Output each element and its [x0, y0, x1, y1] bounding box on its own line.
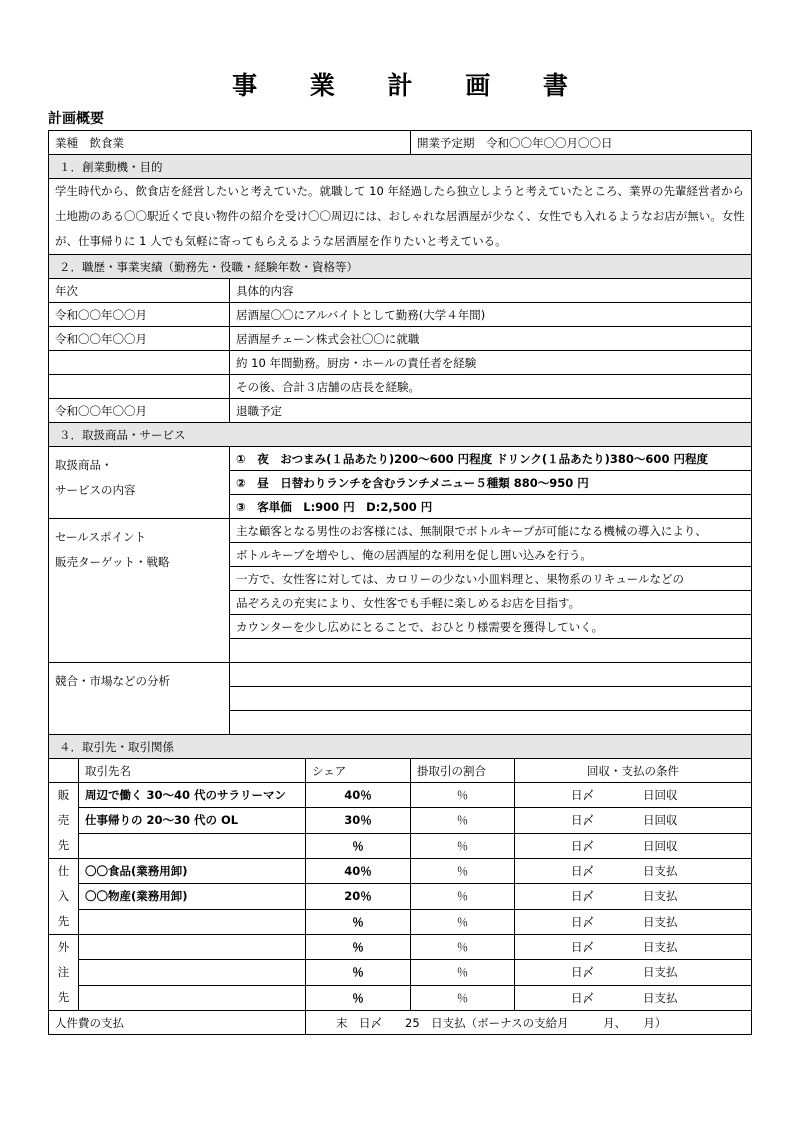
partner-credit-ratio[interactable]: ％ — [411, 808, 515, 833]
partner-name[interactable] — [79, 960, 306, 985]
product-item[interactable]: ① 夜 おつまみ(１品あたり)200～600 円程度 ドリンク(１品あたり)380～600 円程度 — [230, 447, 752, 471]
partner-terms[interactable] — [515, 960, 752, 985]
career-year[interactable]: 令和〇〇年〇〇月 — [49, 399, 230, 423]
section2-heading: ２．職歴・事業実績（勤務先・役職・経験年数・資格等） — [49, 255, 752, 279]
partner-share[interactable]: ％ — [306, 833, 411, 858]
career-content[interactable]: 居酒屋〇〇にアルバイトとして勤務(大学４年間) — [230, 303, 752, 327]
sales-point-line[interactable]: 一方で、女性客に対しては、カロリーの少ない小皿料理と、果物系のリキュールなどの — [230, 567, 752, 591]
sales-label-line2: 販売ターゲット・戦略 — [55, 555, 170, 569]
col-credit-header: 掛取引の割合 — [411, 759, 515, 783]
partner-credit-ratio[interactable]: ％ — [411, 884, 515, 909]
partner-share[interactable]: 30％ — [306, 808, 411, 833]
sales-point-line[interactable] — [230, 639, 752, 663]
partner-terms[interactable] — [515, 833, 752, 858]
section3-heading: ３．取扱商品・サービス — [49, 423, 752, 447]
payment-day-field[interactable]: 日回収 — [643, 813, 678, 828]
supplier-group-label — [49, 859, 79, 935]
partner-name[interactable]: 〇〇食品(業務用卸) — [79, 859, 306, 884]
industry-field[interactable]: 業種 飲食業 — [49, 131, 411, 155]
col-name-header: 取引先名 — [79, 759, 306, 783]
partner-share[interactable]: ％ — [306, 985, 411, 1010]
col-content-header: 具体的内容 — [230, 279, 752, 303]
partner-name[interactable]: 〇〇物産(業務用卸) — [79, 884, 306, 909]
partner-share[interactable]: ％ — [306, 909, 411, 934]
partner-name[interactable]: 周辺で働く 30～40 代のサラリーマン — [79, 783, 306, 808]
col-terms-header: 回収・支払の条件 — [515, 759, 752, 783]
sales-point-line[interactable]: 品ぞろえの充実により、女性客でも手軽に楽しめるお店を目指す。 — [230, 591, 752, 615]
competition-label: 競合・市場などの分析 — [49, 663, 230, 735]
competition-line[interactable] — [230, 711, 752, 735]
payment-day-field[interactable]: 日支払 — [643, 990, 678, 1005]
payroll-terms[interactable]: 末 日〆 25 日支払（ボーナスの支給月 月、 月） — [306, 1011, 752, 1035]
closing-day-field[interactable]: 日〆 — [571, 889, 594, 904]
partner-terms[interactable] — [515, 783, 752, 808]
closing-day-field[interactable]: 日〆 — [571, 864, 594, 879]
career-year[interactable]: 令和〇〇年〇〇月 — [49, 327, 230, 351]
products-label-line2: サービスの内容 — [55, 483, 136, 497]
payment-day-field[interactable]: 日回収 — [643, 838, 678, 853]
competition-line[interactable] — [230, 687, 752, 711]
career-content[interactable]: 約 10 年間勤務。厨房・ホールの責任者を経験 — [230, 351, 752, 375]
partner-credit-ratio[interactable]: ％ — [411, 859, 515, 884]
partner-terms[interactable] — [515, 859, 752, 884]
payroll-label: 人件費の支払 — [49, 1011, 306, 1035]
closing-day-field[interactable]: 日〆 — [571, 813, 594, 828]
career-year[interactable] — [49, 375, 230, 399]
closing-day-field[interactable]: 日〆 — [571, 965, 594, 980]
closing-day-field[interactable]: 日〆 — [571, 838, 594, 853]
products-label — [49, 447, 230, 519]
partner-credit-ratio[interactable]: ％ — [411, 935, 515, 960]
partner-share[interactable]: ％ — [306, 960, 411, 985]
partner-share[interactable]: ％ — [306, 935, 411, 960]
partner-share[interactable]: 40％ — [306, 859, 411, 884]
sales-point-line[interactable]: ボトルキープを増やし、俺の居酒屋的な利用を促し囲い込みを行う。 — [230, 543, 752, 567]
partner-name[interactable] — [79, 909, 306, 934]
sales-label-line1: セールスポイント — [55, 530, 146, 544]
business-plan-table — [48, 130, 752, 1035]
products-label-line1: 取扱商品・ — [55, 458, 113, 472]
partner-share[interactable]: 40％ — [306, 783, 411, 808]
partner-name[interactable] — [79, 935, 306, 960]
career-content[interactable]: その後、合計３店舗の店長を経験。 — [230, 375, 752, 399]
payment-day-field[interactable]: 日支払 — [643, 914, 678, 929]
payment-day-field[interactable]: 日回収 — [643, 788, 678, 803]
career-content[interactable]: 退職予定 — [230, 399, 752, 423]
group-header-blank — [49, 759, 79, 783]
closing-day-field[interactable]: 日〆 — [571, 788, 594, 803]
career-year[interactable]: 令和〇〇年〇〇月 — [49, 303, 230, 327]
opening-date-field[interactable]: 開業予定期 令和〇〇年〇〇月〇〇日 — [411, 131, 752, 155]
partner-share[interactable]: 20％ — [306, 884, 411, 909]
partner-name[interactable]: 仕事帰りの 20～30 代の OL — [79, 808, 306, 833]
sales-point-line[interactable]: カウンターを少し広めにとることで、おひとり様需要を獲得していく。 — [230, 615, 752, 639]
partner-name[interactable] — [79, 985, 306, 1010]
sales-point-line[interactable]: 主な顧客となる男性のお客様には、無制限でボトルキープが可能になる機械の導入により、 — [230, 519, 752, 543]
group-label-text: 仕入先 — [57, 864, 70, 928]
section1-heading: １．創業動機・目的 — [49, 155, 752, 179]
col-year-header: 年次 — [49, 279, 230, 303]
overview-heading: 計画概要 — [48, 111, 104, 127]
motivation-text[interactable]: 学生時代から、飲食店を経営したいと考えていた。就職して 10 年経過したら独立しようと考えていたところ、業界の先輩経営者から土地勘のある〇〇駅近くで良い物件の紹介を受け〇〇周辺には、おしゃれな居酒屋が少なく、女性でも入れるようなお店が無い。女性が、仕事帰りに 1 人でも気軽に寄ってもらえるような居酒屋を作りたいと考えている。 — [49, 179, 752, 255]
partner-terms[interactable] — [515, 808, 752, 833]
outsource-group-label — [49, 935, 79, 1011]
payment-day-field[interactable]: 日支払 — [643, 965, 678, 980]
product-item[interactable]: ② 昼 日替わりランチを含むランチメニュー５種類 880～950 円 — [230, 471, 752, 495]
competition-line[interactable] — [230, 663, 752, 687]
partner-credit-ratio[interactable]: ％ — [411, 909, 515, 934]
document-title: 事 業 計 画 書 — [232, 71, 590, 100]
group-label-text: 販売先 — [57, 788, 70, 852]
product-item[interactable]: ③ 客単価 L:900 円 D:2,500 円 — [230, 495, 752, 519]
payment-day-field[interactable]: 日支払 — [643, 940, 678, 955]
partner-credit-ratio[interactable]: ％ — [411, 833, 515, 858]
partner-terms[interactable] — [515, 935, 752, 960]
partner-name[interactable] — [79, 833, 306, 858]
payment-day-field[interactable]: 日支払 — [643, 889, 678, 904]
closing-day-field[interactable]: 日〆 — [571, 914, 594, 929]
col-share-header: シェア — [306, 759, 411, 783]
partner-terms[interactable] — [515, 909, 752, 934]
partner-credit-ratio[interactable]: ％ — [411, 960, 515, 985]
career-content[interactable]: 居酒屋チェーン株式会社〇〇に就職 — [230, 327, 752, 351]
partner-credit-ratio[interactable]: ％ — [411, 985, 515, 1010]
sales-group-label — [49, 783, 79, 859]
group-label-text: 外注先 — [57, 940, 70, 1004]
partner-terms[interactable] — [515, 884, 752, 909]
section4-heading: ４．取引先・取引関係 — [49, 735, 752, 759]
partner-credit-ratio[interactable]: ％ — [411, 783, 515, 808]
career-year[interactable] — [49, 351, 230, 375]
closing-day-field[interactable]: 日〆 — [571, 990, 594, 1005]
payment-day-field[interactable]: 日支払 — [643, 864, 678, 879]
partner-terms[interactable] — [515, 985, 752, 1010]
sales-label — [49, 519, 230, 663]
closing-day-field[interactable]: 日〆 — [571, 940, 594, 955]
